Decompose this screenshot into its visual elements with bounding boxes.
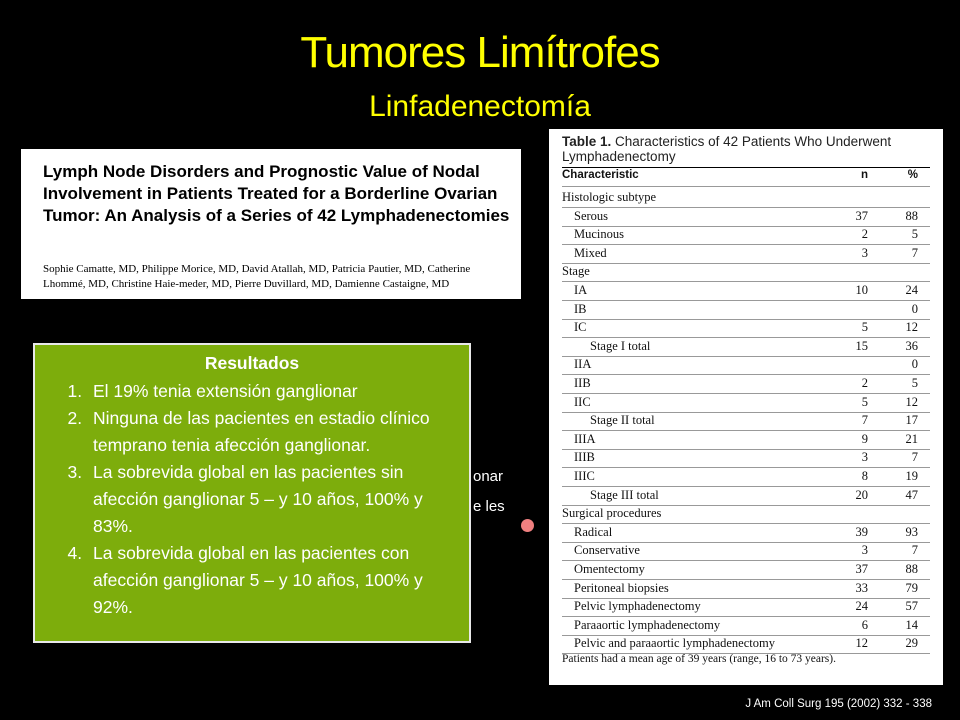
table-row (562, 318, 930, 338)
table-row (562, 262, 930, 282)
row-percent: 79 (905, 580, 918, 595)
row-label: IIIA (574, 431, 596, 446)
table-row (562, 300, 930, 320)
table-caption-label: Table 1. (562, 134, 612, 149)
row-label: Peritoneal biopsies (574, 580, 669, 595)
row-label: Stage I total (590, 338, 651, 353)
row-percent: 24 (905, 283, 918, 297)
row-percent: 5 (911, 227, 918, 242)
row-n: 8 (861, 469, 868, 483)
row-n: 9 (861, 431, 868, 446)
row-percent: 17 (905, 413, 918, 428)
table-row (562, 504, 930, 524)
table-row (562, 244, 930, 264)
row-label: Histologic subtype (562, 190, 657, 204)
table-row (562, 523, 930, 543)
row-percent: 36 (905, 338, 918, 353)
row-n: 3 (861, 245, 868, 260)
row-n: 2 (861, 376, 868, 390)
table-row (562, 467, 930, 487)
row-label: IIA (574, 357, 592, 372)
row-n: 15 (855, 338, 868, 353)
results-list (45, 378, 465, 621)
row-label: Paraaortic lymphadenectomy (574, 617, 721, 632)
header-percent: % (907, 169, 918, 181)
table-row (562, 393, 930, 413)
row-n: 5 (861, 394, 868, 409)
row-n: 37 (855, 208, 868, 223)
row-label: Omentectomy (574, 562, 645, 576)
row-n: 3 (861, 450, 868, 465)
table-row (562, 560, 930, 580)
row-label: IA (574, 283, 588, 297)
slide-title: Tumores Limítrofes (300, 28, 660, 77)
row-n: 24 (855, 599, 868, 614)
table-footnote: Patients had a mean age of 39 years (range, 16 to 73 years). (562, 653, 836, 665)
row-n: 3 (861, 543, 868, 558)
table-row (562, 579, 930, 599)
obscured-text-2: e les (473, 498, 505, 515)
row-percent: 19 (905, 469, 918, 483)
citation: J Am Coll Surg 195 (2002) 332 - 338 (745, 698, 932, 710)
paper-title: Lymph Node Disorders and Prognostic Value of Nodal Involvement in Patients Treated for a Borderline Ovarian Tumor: An Analysis of a Series of 42 Lymphadenectomies (43, 162, 510, 225)
row-label: IC (574, 320, 587, 335)
result-item: 3. La sobrevida global en las pacientes sin afección ganglionar 5 – y 10 años, 100% y 83%. (87, 459, 465, 540)
row-label: Mucinous (574, 227, 624, 242)
row-percent: 29 (905, 636, 918, 651)
row-label: IIIB (574, 450, 595, 465)
table-row (562, 225, 930, 245)
row-percent: 14 (905, 617, 918, 632)
row-n: 2 (861, 227, 868, 242)
row-n: 10 (855, 283, 868, 297)
row-n: 7 (861, 413, 868, 428)
table-row (562, 281, 930, 301)
obscured-text-1: onar (473, 468, 504, 485)
row-label: Pelvic and paraaortic lymphadenectomy (574, 636, 775, 651)
row-label: Stage II total (590, 413, 655, 428)
row-percent: 21 (905, 431, 918, 446)
result-item: 2. Ninguna de las pacientes en estadio clínico temprano tenia afección ganglionar. (87, 405, 465, 459)
results-box (33, 343, 471, 643)
result-item: 4. La sobrevida global en las pacientes con afección ganglionar 5 – y 10 años, 100% y 92%. (87, 540, 465, 621)
header-characteristic: Characteristic (562, 169, 639, 181)
table-row (562, 597, 930, 617)
table-caption (562, 134, 938, 164)
row-percent: 88 (905, 562, 918, 576)
row-n: 5 (861, 320, 868, 335)
table-row (562, 486, 930, 506)
table-row (562, 337, 930, 357)
row-percent: 7 (911, 245, 918, 260)
row-percent: 7 (911, 450, 918, 465)
row-label: IB (574, 301, 587, 316)
table-row (562, 430, 930, 450)
row-label: Surgical procedures (562, 506, 662, 521)
results-heading: Resultados (204, 353, 300, 373)
row-percent: 12 (905, 394, 918, 409)
table-row (562, 541, 930, 561)
table-row (562, 374, 930, 394)
row-percent: 47 (905, 487, 918, 502)
row-percent: 57 (905, 599, 918, 614)
row-label: Mixed (574, 245, 607, 260)
slide-subtitle: Linfadenectomía (369, 90, 591, 123)
paper-header-image (21, 149, 521, 299)
row-label: Stage III total (590, 487, 659, 502)
table-row (562, 634, 930, 654)
row-label: Radical (574, 524, 613, 539)
paper-authors: Sophie Camatte, MD, Philippe Morice, MD, David Atallah, MD, Patricia Pautier, MD, Catherine Lhommé, MD, Christine Haie-meder, MD, Pierre Duvillard, MD, Damienne Castaigne, MD (43, 263, 471, 290)
row-percent: 12 (905, 320, 918, 335)
row-label: IIC (574, 394, 591, 409)
row-label: IIIC (574, 469, 595, 483)
row-n: 6 (861, 617, 868, 632)
row-label: Conservative (574, 543, 640, 558)
result-item: 1. El 19% tenia extensión ganglionar (87, 378, 465, 405)
row-label: Serous (574, 208, 609, 223)
row-n: 33 (855, 580, 868, 595)
table-caption-text: Characteristics of 42 Patients Who Underwent Lymphadenectomy (562, 134, 892, 164)
row-percent: 88 (905, 208, 918, 223)
row-label: Pelvic lymphadenectomy (574, 599, 701, 614)
row-label: IIB (574, 376, 591, 390)
header-n: n (860, 169, 868, 181)
row-percent: 7 (911, 543, 918, 558)
table-row (562, 616, 930, 636)
row-percent: 0 (911, 357, 918, 372)
table-header-row (562, 167, 930, 187)
row-percent: 93 (905, 524, 918, 539)
pointer-dot (521, 519, 534, 532)
row-n: 20 (855, 487, 868, 502)
table-row (562, 188, 930, 208)
row-percent: 0 (911, 301, 918, 316)
row-n: 39 (855, 524, 868, 539)
table-row (562, 448, 930, 468)
table-row (562, 207, 930, 227)
row-n: 37 (855, 562, 868, 576)
row-n: 12 (855, 636, 868, 651)
patient-characteristics-table (549, 129, 943, 685)
table-row (562, 411, 930, 431)
table-row (562, 355, 930, 375)
row-percent: 5 (911, 376, 918, 390)
row-label: Stage (562, 264, 590, 279)
